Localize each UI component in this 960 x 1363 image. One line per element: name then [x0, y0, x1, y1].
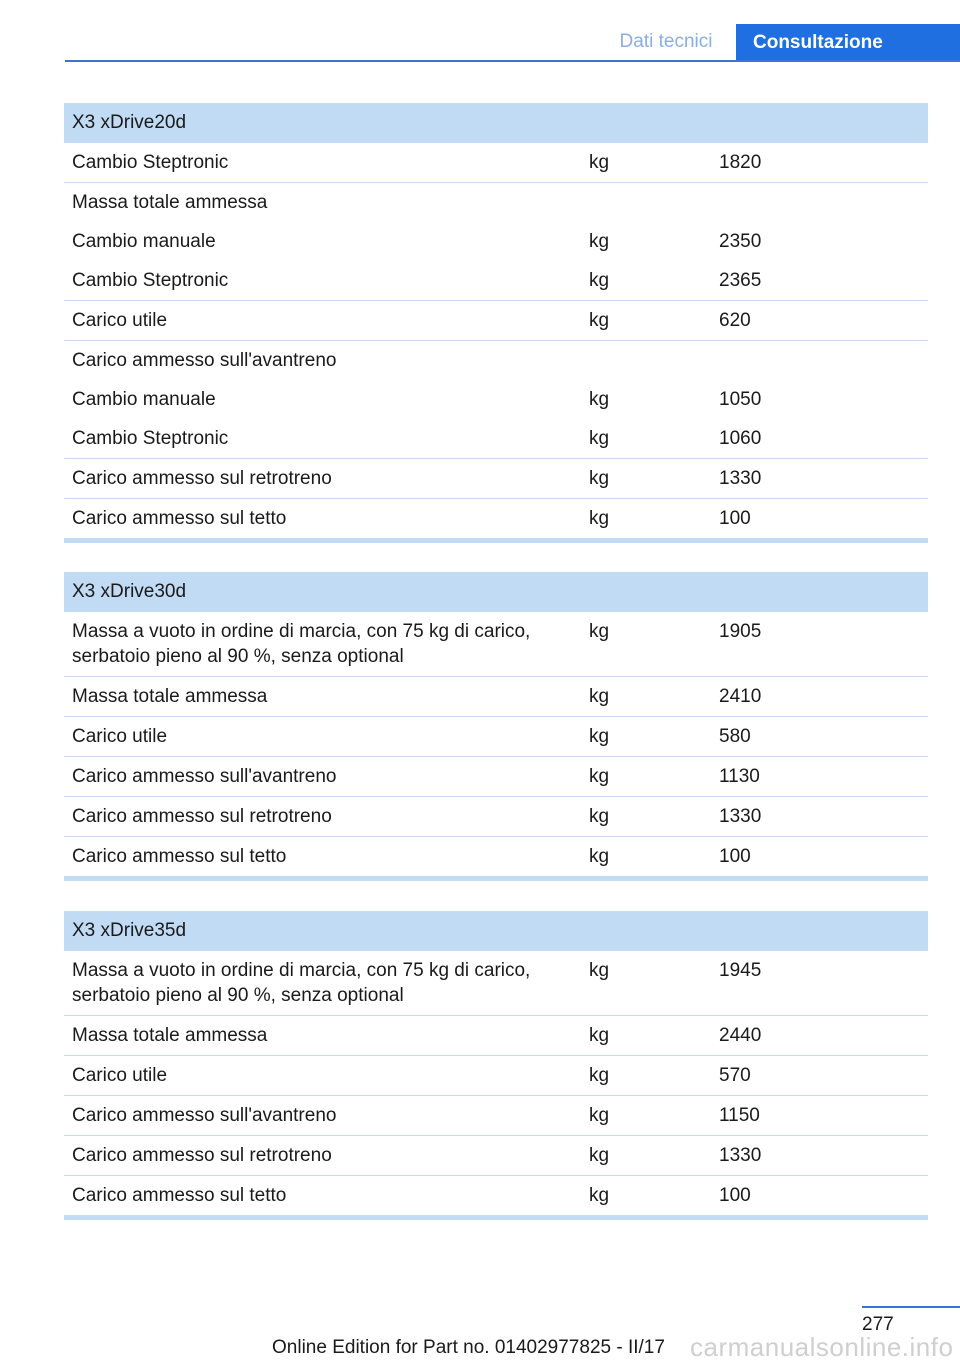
- row-unit: kg: [589, 468, 610, 489]
- row-value: 100: [719, 1185, 751, 1206]
- row-label: Massa a vuoto in ordine di marcia, con 75 kg di carico, serbatoio pieno al 90 %, senza optional: [72, 960, 531, 1006]
- row-unit: kg: [589, 310, 610, 331]
- table-row: [64, 459, 928, 499]
- row-unit: kg: [589, 1105, 610, 1126]
- row-unit: kg: [589, 686, 610, 707]
- table-row: [64, 1056, 928, 1096]
- table-row: [64, 1136, 928, 1176]
- row-label: Carico ammesso sull'avantreno: [72, 1105, 337, 1126]
- table-bottom-rule: [64, 876, 928, 881]
- row-unit: kg: [589, 766, 610, 787]
- row-label: Massa totale ammessa: [72, 686, 268, 707]
- row-value: 2350: [719, 231, 762, 252]
- row-label: Massa a vuoto in ordine di marcia, con 75 kg di carico, serbatoio pieno al 90 %, senza optional: [72, 621, 531, 667]
- table-bottom-rule: [64, 538, 928, 543]
- row-label: Massa totale ammessa: [72, 1025, 268, 1046]
- row-value: 1820: [719, 152, 762, 173]
- row-label: Cambio Steptronic: [72, 270, 229, 291]
- table-row: [64, 837, 928, 876]
- row-unit: kg: [589, 389, 610, 410]
- row-unit: kg: [589, 1025, 610, 1046]
- table-row: [64, 341, 928, 380]
- row-unit: kg: [589, 960, 610, 981]
- table-title: X3 xDrive20d: [64, 103, 928, 143]
- row-label: Carico ammesso sull'avantreno: [72, 350, 337, 371]
- table-row: [64, 1016, 928, 1056]
- row-value: 100: [719, 508, 751, 529]
- table-row: [64, 1096, 928, 1136]
- spec-table-xdrive20d: [64, 103, 928, 543]
- row-unit: kg: [589, 508, 610, 529]
- row-unit: kg: [589, 428, 610, 449]
- page-header: [0, 0, 960, 62]
- table-row: [64, 143, 928, 183]
- table-title: X3 xDrive30d: [64, 572, 928, 612]
- spec-table-xdrive30d: [64, 572, 928, 881]
- row-label: Cambio Steptronic: [72, 428, 229, 449]
- row-unit: kg: [589, 1185, 610, 1206]
- spec-table-xdrive35d: [64, 911, 928, 1220]
- row-value: 2365: [719, 270, 762, 291]
- table-row: [64, 797, 928, 837]
- row-unit: kg: [589, 152, 610, 173]
- table-bottom-rule: [64, 1215, 928, 1220]
- header-rule: [65, 60, 960, 62]
- table-row: [64, 717, 928, 757]
- row-value: 1330: [719, 468, 762, 489]
- page-number: 277: [862, 1314, 894, 1335]
- table-row: [64, 951, 928, 1016]
- row-value: 580: [719, 726, 751, 747]
- section-tab[interactable]: Dati tecnici: [619, 31, 713, 52]
- row-label: Carico utile: [72, 726, 168, 747]
- footer-rule: [862, 1306, 960, 1308]
- row-label: Cambio manuale: [72, 231, 216, 252]
- row-value: 1050: [719, 389, 762, 410]
- edition-note: Online Edition for Part no. 01402977825 - II/17: [272, 1337, 665, 1358]
- row-value: 1060: [719, 428, 762, 449]
- row-value: 1130: [719, 766, 760, 787]
- row-label: Carico ammesso sul retrotreno: [72, 468, 332, 489]
- table-row: [64, 261, 928, 301]
- table-row: [64, 1176, 928, 1215]
- row-label: Carico utile: [72, 1065, 168, 1086]
- row-value: 1330: [719, 806, 762, 827]
- watermark: carmanualsonline.info: [690, 1332, 954, 1362]
- row-label: Carico ammesso sul retrotreno: [72, 1145, 332, 1166]
- row-unit: kg: [589, 231, 610, 252]
- row-value: 1150: [719, 1105, 760, 1126]
- table-row: [64, 499, 928, 538]
- table-row: [64, 380, 928, 419]
- row-value: 1330: [719, 1145, 762, 1166]
- row-unit: kg: [589, 726, 610, 747]
- row-label: Carico ammesso sul tetto: [72, 846, 287, 867]
- row-label: Carico ammesso sul tetto: [72, 508, 287, 529]
- table-row: [64, 677, 928, 717]
- row-unit: kg: [589, 846, 610, 867]
- row-unit: kg: [589, 806, 610, 827]
- row-value: 2440: [719, 1025, 762, 1046]
- row-value: 2410: [719, 686, 762, 707]
- row-label: Carico ammesso sul tetto: [72, 1185, 287, 1206]
- row-label: Massa totale ammessa: [72, 192, 268, 213]
- table-row: [64, 757, 928, 797]
- row-label: Cambio Steptronic: [72, 152, 229, 173]
- row-label: Carico ammesso sull'avantreno: [72, 766, 337, 787]
- table-row: [64, 419, 928, 459]
- row-unit: kg: [589, 1065, 610, 1086]
- row-unit: kg: [589, 270, 610, 291]
- row-value: 1945: [719, 960, 762, 981]
- row-value: 100: [719, 846, 751, 867]
- table-row: [64, 612, 928, 677]
- row-label: Carico ammesso sul retrotreno: [72, 806, 332, 827]
- table-row: [64, 222, 928, 261]
- row-value: 1905: [719, 621, 762, 642]
- table-row: [64, 301, 928, 341]
- row-value: 570: [719, 1065, 751, 1086]
- row-unit: kg: [589, 621, 610, 642]
- chapter-tab[interactable]: Consultazione: [736, 24, 960, 62]
- row-label: Cambio manuale: [72, 389, 216, 410]
- row-value: 620: [719, 310, 751, 331]
- row-label: Carico utile: [72, 310, 168, 331]
- row-unit: kg: [589, 1145, 610, 1166]
- table-row: [64, 183, 928, 222]
- table-title: X3 xDrive35d: [64, 911, 928, 951]
